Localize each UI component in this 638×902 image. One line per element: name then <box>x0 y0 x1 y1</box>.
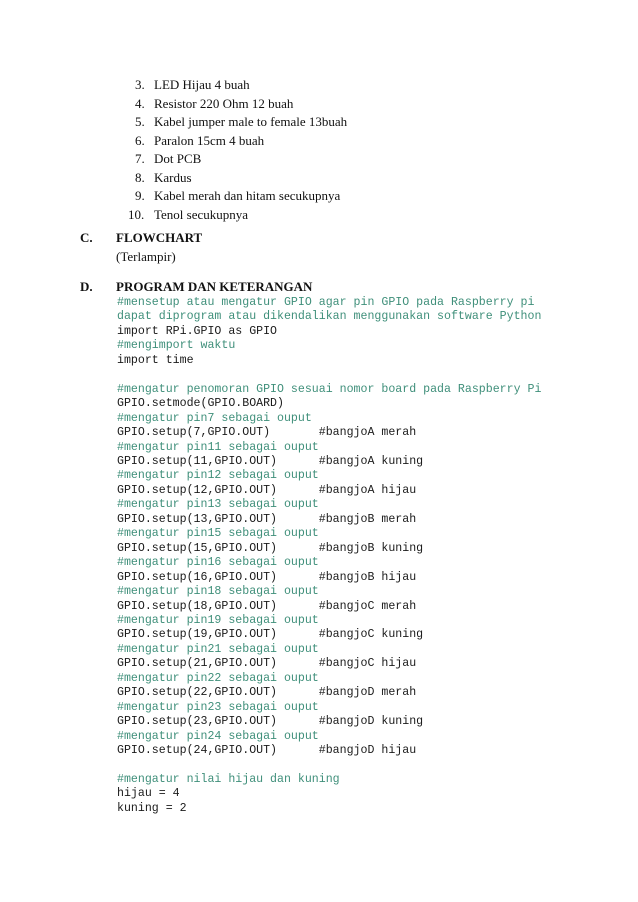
list-text: Tenol secukupnya <box>154 206 249 222</box>
code-line: GPIO.setup(13,GPIO.OUT) #bangjoB merah <box>117 512 417 526</box>
list-number: 6. <box>135 132 145 148</box>
list-item <box>121 132 347 151</box>
list-text: Kabel merah dan hitam secukupnya <box>154 188 341 203</box>
code-blank-line <box>117 758 541 772</box>
list-item <box>121 76 347 95</box>
code-block <box>117 296 541 816</box>
code-line: kuning = 2 <box>117 801 187 815</box>
section-title: FLOWCHART <box>116 230 203 245</box>
code-line: GPIO.setup(12,GPIO.OUT) #bangjoA hijau <box>117 483 417 497</box>
code-line: GPIO.setup(15,GPIO.OUT) #bangjoB kuning <box>117 541 424 555</box>
code-comment-line: #mengatur pin16 sebagai ouput <box>117 556 319 570</box>
code-line: GPIO.setmode(GPIO.BOARD) <box>117 397 284 411</box>
code-line: import RPi.GPIO as GPIO <box>117 324 278 338</box>
code-line: GPIO.setup(16,GPIO.OUT) #bangjoB hijau <box>117 570 417 584</box>
code-comment-line: #mengatur pin22 sebagai ouput <box>117 671 319 685</box>
list-number: 7. <box>135 151 145 166</box>
list-item <box>121 169 347 188</box>
list-text: Dot PCB <box>154 151 202 166</box>
code-line: GPIO.setup(11,GPIO.OUT) #bangjoA kuning <box>117 454 424 468</box>
materials-list <box>121 76 347 224</box>
code-comment-line: #mengatur pin23 sebagai ouput <box>117 700 319 714</box>
list-item <box>121 95 347 114</box>
list-text: Resistor 220 Ohm 12 buah <box>154 95 294 111</box>
code-comment-line: #mengatur pin7 sebagai ouput <box>117 411 312 425</box>
list-number: 3. <box>135 77 145 92</box>
section-c-heading <box>80 230 202 246</box>
section-c-note: (Terlampir) <box>116 249 176 264</box>
code-line: GPIO.setup(22,GPIO.OUT) #bangjoD merah <box>117 686 417 700</box>
code-line: GPIO.setup(18,GPIO.OUT) #bangjoC merah <box>117 599 417 613</box>
code-line: GPIO.setup(7,GPIO.OUT) #bangjoA merah <box>117 426 417 440</box>
code-comment-line: #mensetup atau mengatur GPIO agar pin GPIO pada Raspberry pi <box>117 296 535 309</box>
code-line: GPIO.setup(24,GPIO.OUT) #bangjoD hijau <box>117 744 417 758</box>
code-comment-line: #mengatur pin21 sebagai ouput <box>117 642 319 656</box>
list-item <box>121 206 347 225</box>
code-line: import time <box>117 353 194 367</box>
code-comment-line: #mengatur pin18 sebagai ouput <box>117 585 319 599</box>
section-letter: C. <box>80 230 93 245</box>
code-comment-line: #mengatur pin11 sebagai ouput <box>117 440 319 454</box>
section-title: PROGRAM DAN KETERANGAN <box>116 279 313 294</box>
list-text: Kardus <box>154 169 192 185</box>
code-comment-line: #mengatur pin24 sebagai ouput <box>117 729 319 743</box>
list-text: LED Hijau 4 buah <box>154 77 250 92</box>
code-comment-line: #mengatur pin12 sebagai ouput <box>117 469 319 483</box>
code-line: GPIO.setup(23,GPIO.OUT) #bangjoD kuning <box>117 715 424 729</box>
section-letter: D. <box>80 279 93 294</box>
code-comment-line: #mengimport waktu <box>117 339 236 353</box>
list-number: 5. <box>135 114 145 129</box>
list-text: Kabel jumper male to female 13buah <box>154 114 348 129</box>
code-line: hijau = 4 <box>117 787 180 801</box>
list-text: Paralon 15cm 4 buah <box>154 132 265 148</box>
section-d-heading <box>80 279 312 295</box>
list-item <box>121 150 347 169</box>
list-number: 10. <box>128 206 145 222</box>
list-number: 9. <box>135 188 145 203</box>
list-number: 4. <box>135 95 145 111</box>
code-blank-line <box>117 368 541 382</box>
code-comment-line: #mengatur pin13 sebagai ouput <box>117 498 319 512</box>
code-line: GPIO.setup(21,GPIO.OUT) #bangjoC hijau <box>117 657 417 671</box>
code-comment-line: #mengatur penomoran GPIO sesuai nomor board pada Raspberry Pi <box>117 382 542 396</box>
code-comment-line: #mengatur pin15 sebagai ouput <box>117 527 319 541</box>
code-comment-line: dapat diprogram atau dikendalikan menggunakan software Python <box>117 310 542 324</box>
code-line: GPIO.setup(19,GPIO.OUT) #bangjoC kuning <box>117 628 424 642</box>
list-item <box>121 113 347 132</box>
list-number: 8. <box>135 169 145 185</box>
code-comment-line: #mengatur pin19 sebagai ouput <box>117 613 319 627</box>
code-comment-line: #mengatur nilai hijau dan kuning <box>117 772 340 786</box>
list-item <box>121 187 347 206</box>
